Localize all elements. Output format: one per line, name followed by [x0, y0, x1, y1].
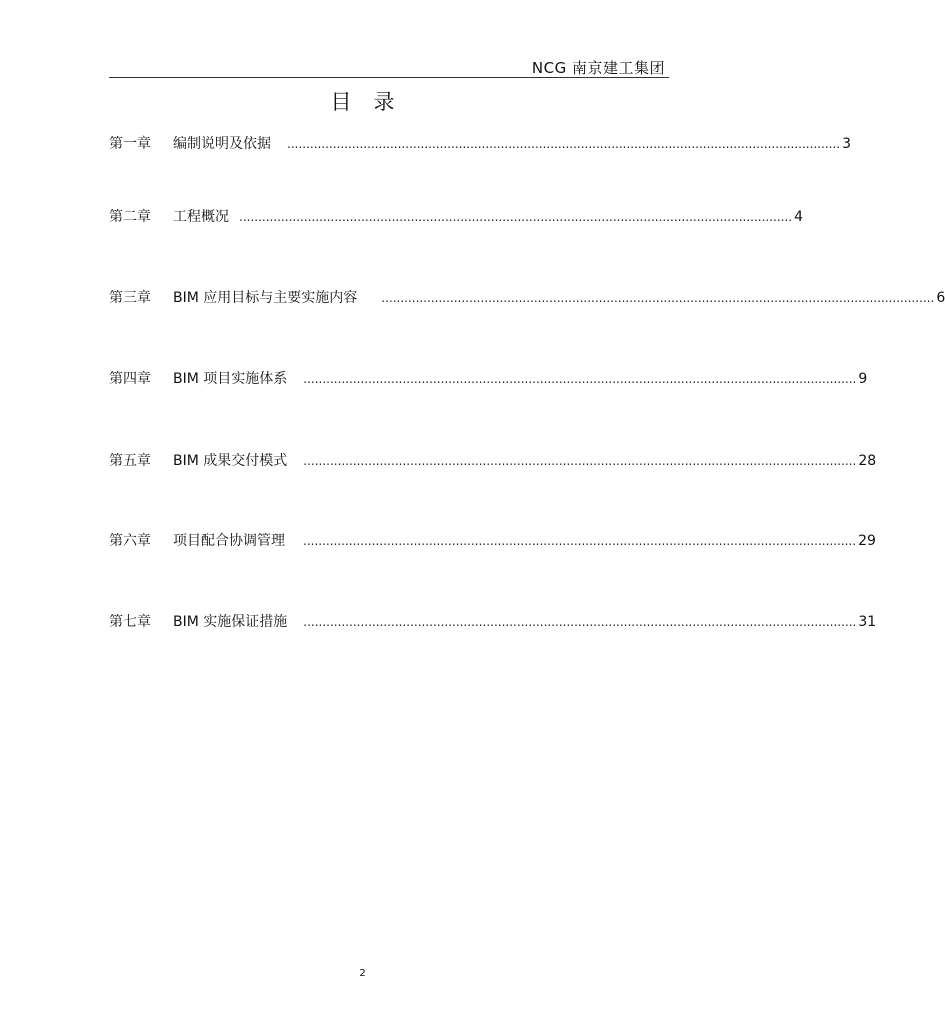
footer-page-number: 2	[359, 968, 366, 979]
toc-leader-dots: .................................................................................................................................................	[303, 454, 857, 468]
toc-page-number: 31	[858, 614, 877, 630]
toc-chapter-label: 第三章	[109, 290, 151, 306]
page-title: 目录	[330, 90, 417, 114]
toc-page-number: 6	[936, 290, 945, 306]
header-rule	[109, 77, 669, 78]
toc-title: 编制说明及依据	[173, 136, 271, 152]
toc-title: BIM 实施保证措施	[173, 614, 288, 630]
toc-chapter-label: 第五章	[109, 453, 151, 469]
toc-title: BIM 项目实施体系	[173, 371, 288, 387]
toc-entry[interactable]	[109, 611, 877, 631]
toc-leader-dots: .................................................................................................................................................	[381, 291, 935, 305]
toc-title: 项目配合协调管理	[173, 533, 285, 549]
toc-leader-dots: .................................................................................................................................................	[239, 210, 793, 224]
toc-title: 工程概况	[173, 209, 229, 225]
toc-page-number: 4	[794, 209, 804, 225]
toc-page-number: 9	[858, 371, 868, 387]
page-header: NCG 南京建工集团	[531, 59, 665, 77]
toc-entry[interactable]	[109, 368, 868, 388]
toc-chapter-label: 第二章	[109, 209, 151, 225]
toc-title: BIM 成果交付模式	[173, 453, 288, 469]
toc-entry[interactable]	[109, 206, 804, 226]
toc-entry[interactable]	[109, 530, 876, 550]
toc-chapter-label: 第一章	[109, 136, 151, 152]
toc-page-number: 28	[858, 453, 877, 469]
toc-entry[interactable]	[109, 287, 945, 307]
toc-entry[interactable]	[109, 450, 877, 470]
toc-leader-dots: .................................................................................................................................................	[303, 372, 857, 386]
toc-page-number: 29	[858, 533, 876, 549]
toc-leader-dots: .................................................................................................................................................	[303, 534, 857, 548]
toc-chapter-label: 第六章	[109, 533, 151, 549]
toc-entry[interactable]	[109, 133, 852, 153]
toc-leader-dots: .................................................................................................................................................	[287, 137, 841, 151]
toc-page-number: 3	[842, 136, 852, 152]
toc-chapter-label: 第七章	[109, 614, 151, 630]
toc-chapter-label: 第四章	[109, 371, 151, 387]
toc-leader-dots: .................................................................................................................................................	[303, 615, 857, 629]
toc-title: BIM 应用目标与主要实施内容	[173, 290, 358, 306]
